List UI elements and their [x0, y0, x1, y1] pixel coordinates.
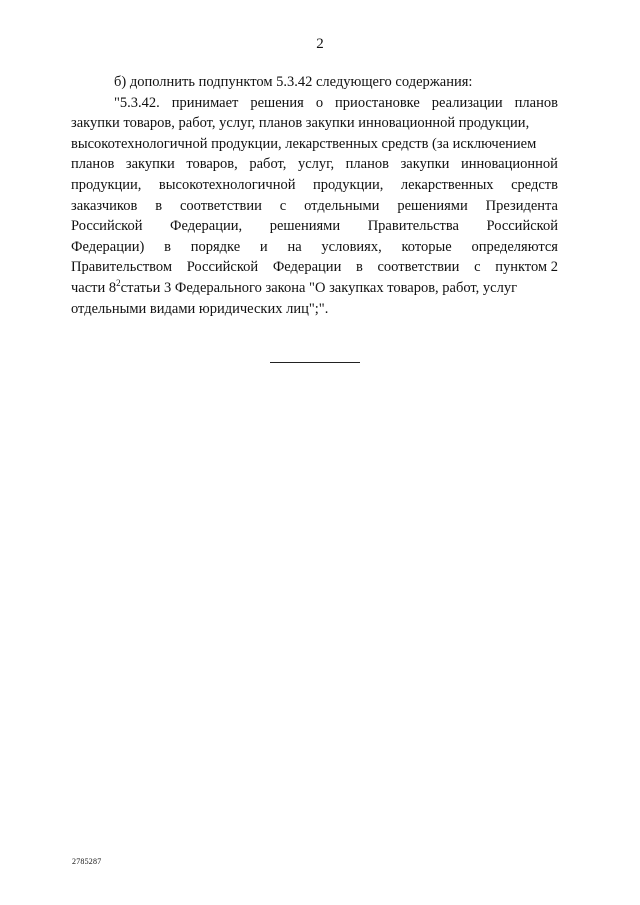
text-part-a: части 8 [71, 279, 117, 296]
text-word: решения [250, 94, 304, 111]
text-word: принимает [171, 94, 239, 111]
text-line-superscript [71, 278, 558, 299]
text-word: Федерации, [170, 218, 243, 235]
document-code: 2785287 [72, 857, 102, 866]
text-word: в [355, 259, 363, 276]
text-word: лекарственных [400, 176, 494, 193]
text-word: Российской [486, 218, 558, 235]
text-word: условиях, [321, 238, 382, 255]
text-line [71, 154, 558, 175]
text-word: которые [401, 238, 452, 255]
text-word: заказчиков [71, 197, 138, 214]
text-word: порядке [190, 238, 241, 255]
text-line [71, 257, 558, 278]
text-line [71, 134, 558, 155]
text-word: планов [71, 156, 115, 173]
text-word: о [315, 94, 324, 111]
text-line [71, 237, 558, 258]
text-line [71, 216, 558, 237]
text-word: определяются [471, 238, 558, 255]
text-word: средств [511, 176, 558, 193]
text-word: в [155, 197, 163, 214]
text-word: и [259, 238, 268, 255]
text-word: планов [514, 94, 558, 111]
intro-line: б) дополнить подпунктом 5.3.42 следующего содержания: [114, 74, 473, 90]
text-word: инновационной [460, 156, 558, 173]
text-line-last: отдельными видами юридических лиц";". [71, 300, 329, 317]
text-word: реализации [431, 94, 503, 111]
divider-line [270, 362, 360, 363]
text-word: Федерации [272, 259, 342, 276]
text-line [71, 113, 558, 134]
text-word: решениями [269, 218, 341, 235]
text-word: на [287, 238, 302, 255]
text-word: пунктом 2 [495, 259, 558, 276]
text-word: приостановке [335, 94, 420, 111]
text-word: отдельными [304, 197, 380, 214]
text-word: продукции, [312, 176, 384, 193]
text-word: работ, [249, 156, 287, 173]
text-word: планов [345, 156, 389, 173]
text-word: продукции, [71, 176, 142, 193]
text-word: Федерации) [71, 238, 145, 255]
text-word: в [164, 238, 171, 255]
text-word: Президента [485, 197, 558, 214]
text-word: соответствии [179, 197, 262, 214]
text-word: высокотехнологичной продукции, лекарственных средств (за исключением [71, 135, 537, 152]
text-word: с [279, 197, 287, 214]
text-part-b: статьи 3 Федерального закона "О закупках товаров, работ, услуг [120, 279, 518, 296]
text-word: высокотехнологичной [158, 176, 296, 193]
text-word: с [474, 259, 481, 276]
text-word: Российской [71, 218, 143, 235]
text-word: соответствии [377, 259, 460, 276]
text-word: решениями [397, 197, 468, 214]
text-word: закупки [400, 156, 450, 173]
text-line [71, 196, 558, 217]
text-word: товаров, [186, 156, 238, 173]
text-word: Российской [186, 259, 259, 276]
text-word: закупки [125, 156, 175, 173]
superscript: 2 [116, 278, 121, 289]
text-word: услуг, [297, 156, 335, 173]
text-fragment [71, 278, 517, 299]
amendment-text [71, 93, 558, 278]
text-word: Правительства [367, 218, 459, 235]
text-word: Правительством [71, 259, 173, 276]
document-body [71, 72, 558, 319]
text-line [71, 175, 558, 196]
text-word: закупки товаров, работ, услуг, планов закупки инновационной продукции, [71, 115, 530, 132]
page-number: 2 [316, 36, 324, 52]
text-word: "5.3.42. [114, 94, 160, 111]
text-line [71, 93, 558, 114]
